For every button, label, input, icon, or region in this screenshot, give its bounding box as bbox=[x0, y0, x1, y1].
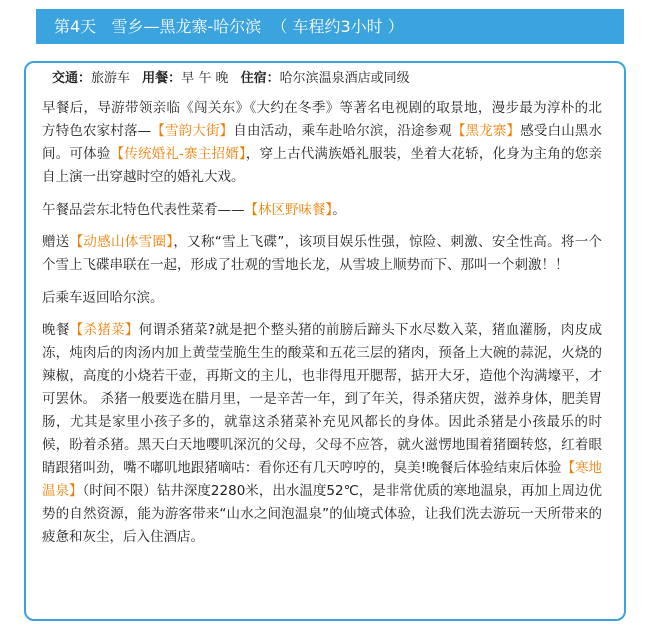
itinerary-card bbox=[24, 61, 626, 621]
paragraph-dinner bbox=[42, 319, 602, 549]
highlight-heilong-village: 【黑龙寨】 bbox=[451, 123, 521, 139]
text-segment: 午餐品尝东北特色代表性菜肴—— bbox=[42, 201, 245, 218]
day-number: 第4天 bbox=[54, 17, 97, 36]
transport-value: 旅游车 bbox=[91, 71, 131, 86]
text-segment: 感受白山黑水间。可体验 bbox=[42, 123, 603, 162]
text-segment: ，又称“雪上飞碟”，该项目娱乐性强，惊险、刺激、安全性高。将一个个雪上飞碟串联在一起，形成了壮观的雪地长龙，从雪坡上顺势而下、那叫一个刺激！！ bbox=[42, 234, 603, 273]
highlight-snow-tube: 【动感山体雪圈】 bbox=[69, 234, 174, 250]
paragraph-snow-tube bbox=[42, 231, 602, 277]
paragraph-lunch bbox=[42, 199, 602, 222]
highlight-pig-killing-dish: 【杀猪菜】 bbox=[69, 322, 139, 338]
day-header bbox=[36, 9, 624, 44]
itinerary-content bbox=[42, 97, 602, 559]
text-segment: 后乘车返回哈尔滨。 bbox=[42, 289, 164, 306]
paragraph-morning bbox=[42, 97, 602, 189]
day-route: 雪乡—黑龙寨-哈尔滨 bbox=[111, 17, 262, 36]
text-segment: 。 bbox=[332, 201, 346, 218]
text-segment: 自由活动，乘车赴哈尔滨，沿途参观 bbox=[233, 123, 452, 139]
day-duration-note: （ 车程约3小时 ） bbox=[271, 17, 404, 36]
trip-meta bbox=[26, 63, 624, 89]
text-segment: 赠送 bbox=[42, 234, 70, 250]
highlight-cold-hot-spring: 【寒地温泉】 bbox=[42, 460, 602, 499]
lodging-label: 住宿： bbox=[240, 71, 280, 86]
text-segment: 何谓杀猪菜?就是把个整头猪的前膀后蹄头下水尽数入菜，猪血灌肠，肉皮成冻，炖肉后的肉汤内加上黄莹莹脆生生的酸菜和五花三层的猪肉，预备上大碗的蒜泥，火烧的辣椒，高度的小烧若干壶，再斯文的主儿，也非得甩开腮帮，掂开大牙，造他个沟满壕平，才可罢休。 杀猪一般要选在腊月里，一是辛苦一年，到了年关，得杀猪庆贺，滋养身体，肥美胃肠，尤其是家里小孩子多的，就靠这杀猪菜补充见风都长的身体。因此杀猪是小孩最乐的时候，盼着杀猪。黑天白天地嘤叽深沉的父母，父母不应答，就火滋愣地围着猪圈转悠，红着眼睛跟猪叫劲，嘴不嘟叽地跟猪嘀咕：看你还有几天哼哼的，臭美!晚餐后体验结束后体验 bbox=[42, 322, 603, 476]
text-segment: （时间不限）钻井深度2280米，出水温度52℃，是非常优质的寒地温泉，再加上周边优势的自然资源，能为游客带来“山水之间泡温泉”的仙境式体验，让我们洗去游玩一天所带来的疲惫和灰尘，后入住酒店。 bbox=[42, 483, 602, 545]
text-segment: ，穿上古代满族婚礼服装，坐着大花轿，化身为主角的您亲自上演一出穿越时空的婚礼大戏。 bbox=[42, 146, 603, 185]
text-segment: 早餐后，导游带领亲临《闯关东》《大约在冬季》等著名电视剧的取景地，漫步最为淳朴的北方特色农家村落— bbox=[42, 100, 602, 139]
meals-value: 早 午 晚 bbox=[181, 71, 229, 86]
meals-label: 用餐： bbox=[142, 71, 182, 86]
transport-label: 交通： bbox=[52, 71, 92, 86]
highlight-xueyun-street: 【雪韵大街】 bbox=[151, 123, 234, 139]
paragraph-return bbox=[42, 287, 602, 310]
text-segment: 晚餐 bbox=[42, 322, 70, 338]
lodging-value: 哈尔滨温泉酒店或同级 bbox=[279, 71, 410, 86]
highlight-forest-game-meal: 【林区野味餐】 bbox=[244, 201, 333, 218]
highlight-traditional-wedding: 【传统婚礼-寨主招婿】 bbox=[110, 146, 246, 162]
